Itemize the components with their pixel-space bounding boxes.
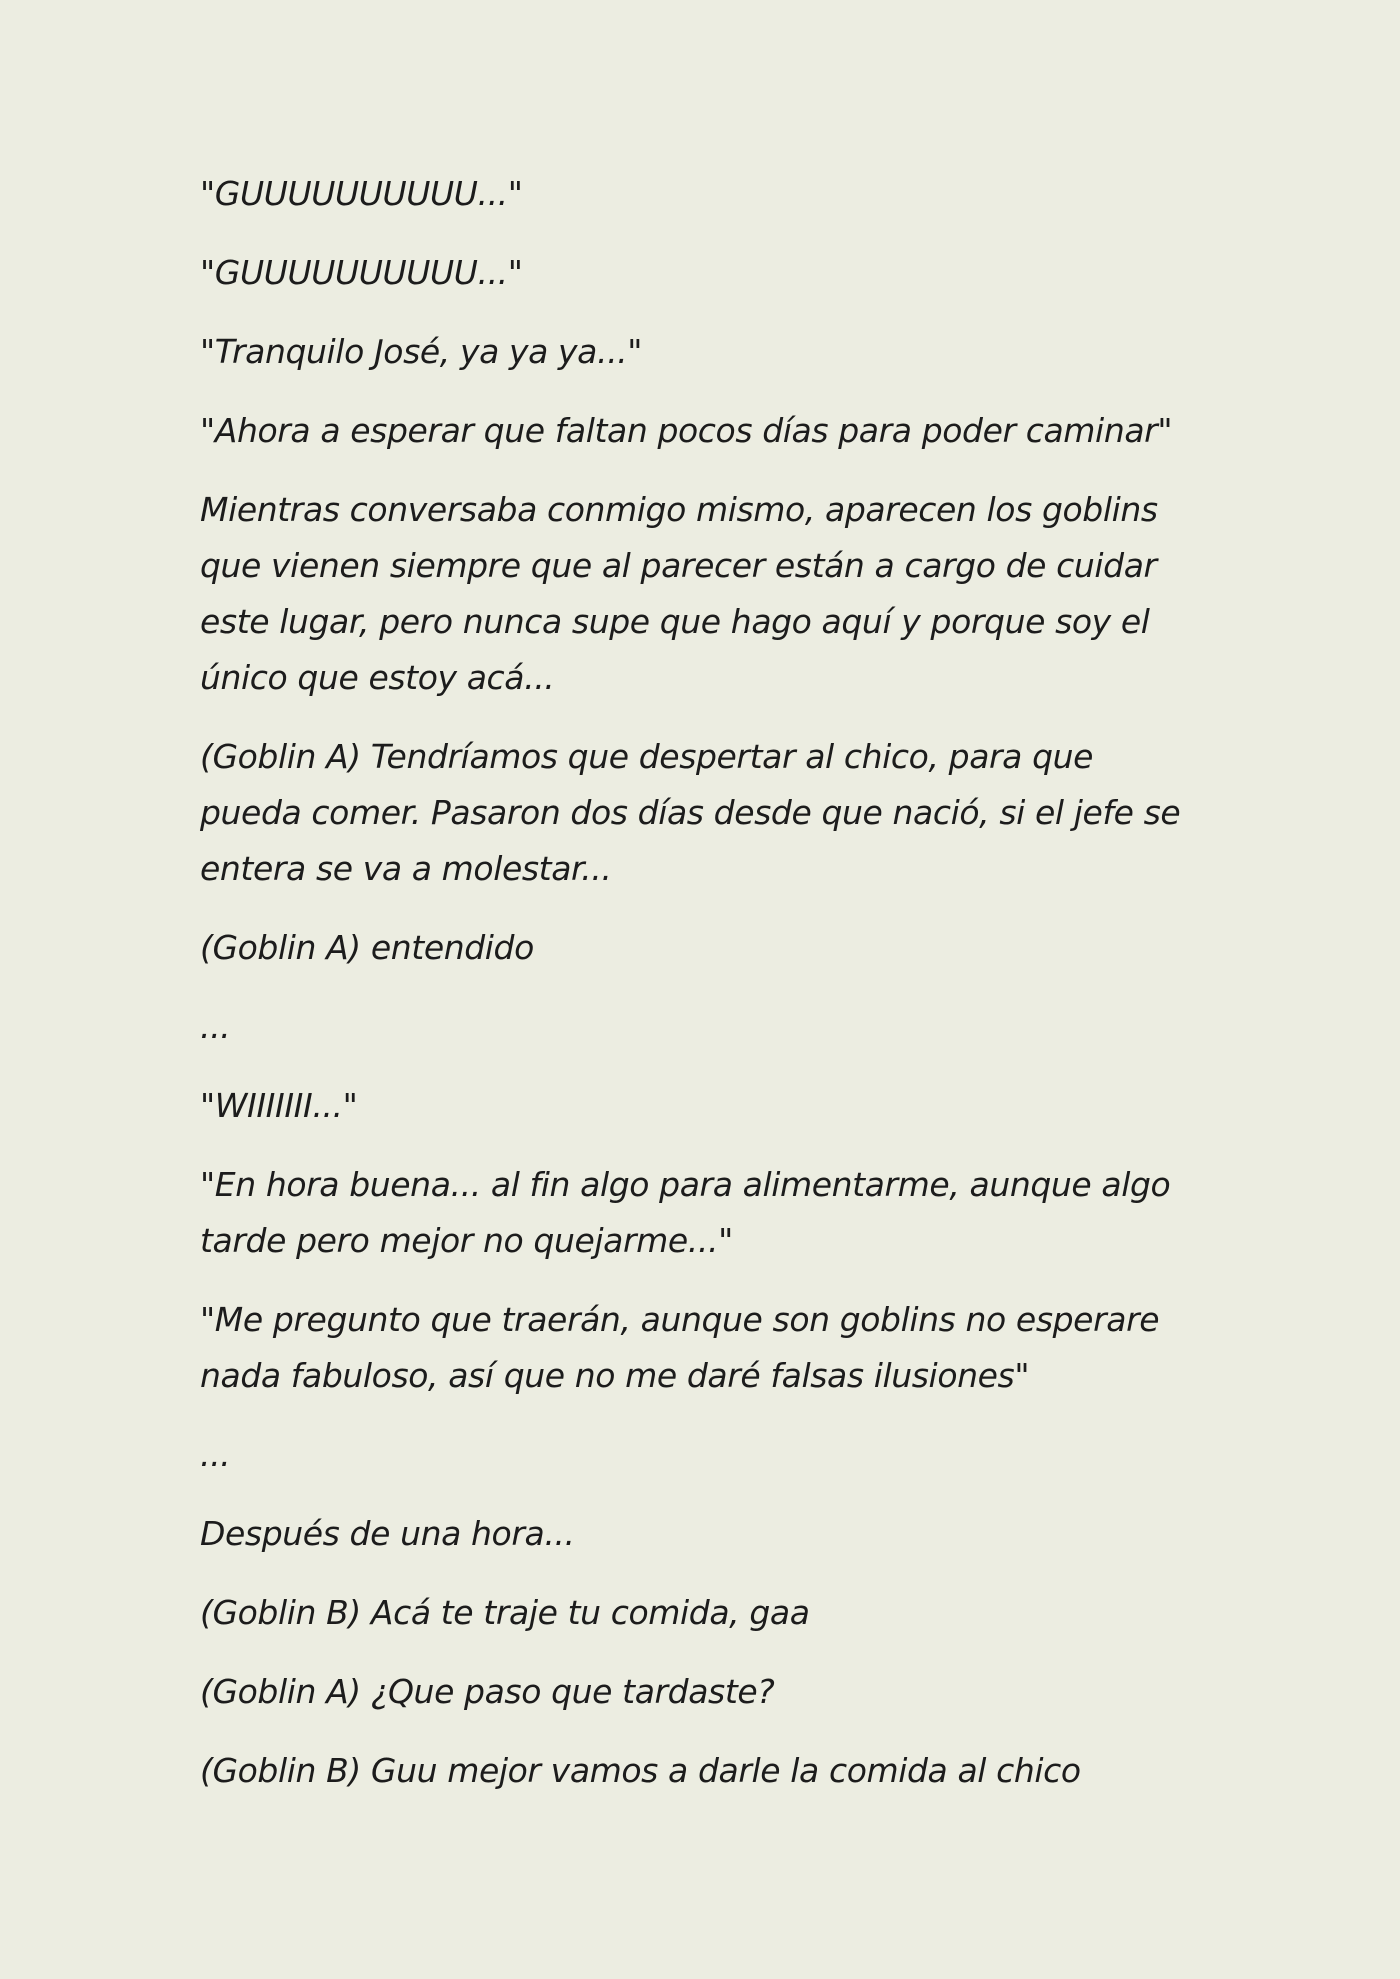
paragraph-12: ...: [200, 1435, 231, 1474]
paragraph-14: (Goblin B) Acá te traje tu comida, gaa: [200, 1593, 810, 1632]
paragraph-8: ...: [200, 1007, 231, 1046]
paragraph-15: (Goblin A) ¿Que paso que tardaste?: [200, 1672, 775, 1711]
paragraph-10: "En hora buena... al fin algo para alimentarme, aunque algo tarde pero mejor no quejarme...": [200, 1165, 1171, 1260]
paragraph-1: "GUUUUUUUUUU...": [200, 174, 523, 213]
paragraph-16: (Goblin B) Guu mejor vamos a darle la comida al chico: [200, 1751, 1081, 1790]
paragraph-13: Después de una hora...: [200, 1514, 575, 1553]
paragraph-6: (Goblin A) Tendríamos que despertar al chico, para que pueda comer. Pasaron dos días desde que nació, si el jefe se entera se va a molestar...: [200, 737, 1181, 888]
paragraph-3: "Tranquilo José, ya ya ya...": [200, 332, 643, 371]
paragraph-7: (Goblin A) entendido: [200, 928, 534, 967]
document-body: [200, 166, 1200, 1822]
paragraph-2: "GUUUUUUUUUU...": [200, 253, 523, 292]
paragraph-4: "Ahora a esperar que faltan pocos días para poder caminar": [200, 411, 1173, 450]
paragraph-5: Mientras conversaba conmigo mismo, aparecen los goblins que vienen siempre que al parecer están a cargo de cuidar este lugar, pero nunca supe que hago aquí y porque soy el único que estoy acá...: [200, 490, 1158, 697]
paragraph-11: "Me pregunto que traerán, aunque son goblins no esperare nada fabuloso, así que no me daré falsas ilusiones": [200, 1300, 1160, 1395]
paragraph-9: "WIIIIIII...": [200, 1086, 358, 1125]
